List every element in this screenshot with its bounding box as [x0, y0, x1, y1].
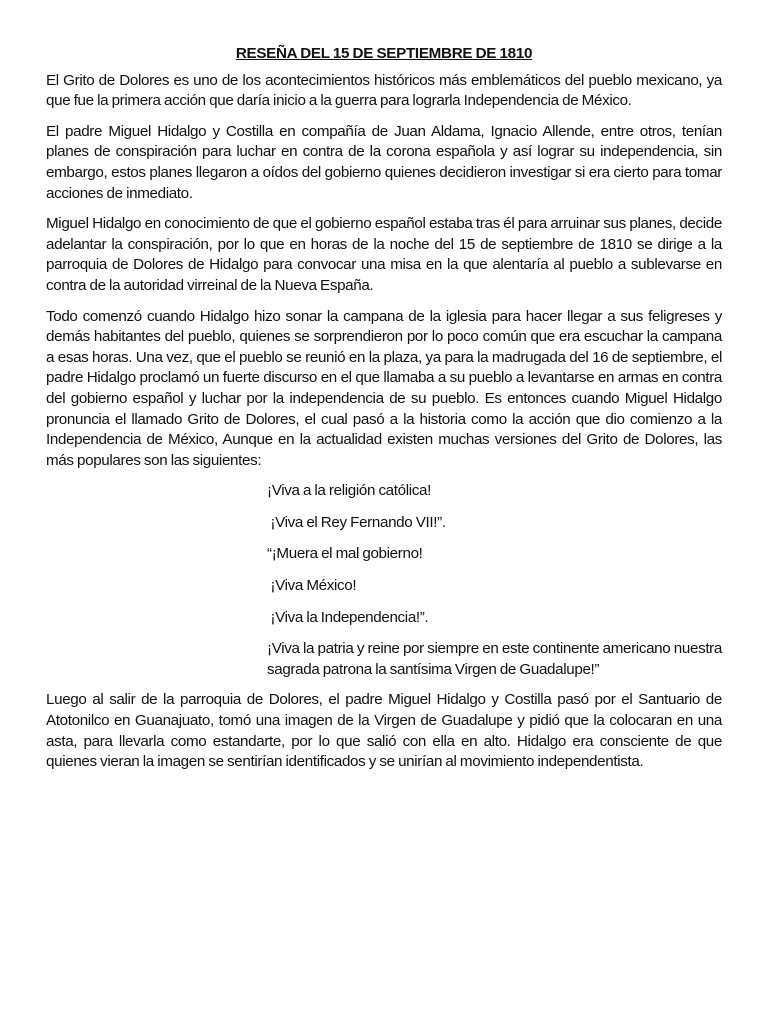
paragraph-intro: El Grito de Dolores es uno de los acontecimientos históricos más emblemáticos del pueblo mexicano, ya que fue la primera acción que daría inicio a la guerra para lograrla Independencia de México.	[46, 71, 722, 110]
cheer-item: ¡Viva el Rey Fernando VII!”.	[267, 513, 446, 531]
cheer-item: ¡Viva la patria y reine por siempre en este continente americano nuestra sagrada patrona la santísima Virgen de Guadalupe!”	[267, 640, 722, 678]
document-page	[46, 44, 722, 783]
cheer-item: “¡Muera el mal gobierno!	[267, 545, 423, 563]
cheers-list	[267, 481, 722, 680]
document-title: RESEÑA DEL 15 DE SEPTIEMBRE DE 1810	[235, 45, 533, 62]
paragraph-conspiracy: El padre Miguel Hidalgo y Costilla en compañía de Juan Aldama, Ignacio Allende, entre otros, tenían planes de conspiración para luchar en contra de la corona española y así lograr su independencia, sin embargo, estos planes llegaron a oídos del gobierno quienes decidieron investigar si era cierto para tomar acciones de inmediato.	[46, 122, 722, 202]
cheer-item: ¡Viva la Independencia!”.	[267, 608, 429, 626]
paragraph-hidalgo-decision: Miguel Hidalgo en conocimiento de que el gobierno español estaba tras él para arruinar sus planes, decide adelantar la conspiración, por lo que en horas de la noche del 15 de septiembre de 1810 se dirige a la parroquia de Dolores de Hidalgo para convocar una misa en la que alentaría al pueblo a sublevarse en contra de la autoridad virreinal de la Nueva España.	[46, 215, 722, 294]
cheer-item: ¡Viva a la religión católica!	[267, 482, 432, 500]
paragraph-closing: Luego al salir de la parroquia de Dolores, el padre Miguel Hidalgo y Costilla pasó por el Santuario de Atotonilco en Guanajuato, tomó una imagen de la Virgen de Guadalupe y pidió que la colocaran en una asta, para llevarla como estandarte, por lo que salió con ella en alto. Hidalgo era consciente de que quienes vieran la imagen se sentirían identificados y se unirían al movimiento independentista.	[46, 691, 722, 771]
paragraph-grito: Todo comenzó cuando Hidalgo hizo sonar la campana de la iglesia para hacer llegar a sus feligreses y demás habitantes del pueblo, quienes se sorprendieron por lo poco común que era escuchar la campana a esas horas. Una vez, que el pueblo se reunió en la plaza, ya para la madrugada del 16 de septiembre, el padre Hidalgo proclamó un fuerte discurso en el que llamaba a su pueblo a levantarse en armas en contra del gobierno español y luchar por la independencia de su pueblo. Es entonces cuando Miguel Hidalgo pronuncia el llamado Grito de Dolores, el cual pasó a la historia como la acción que dio comienzo a la Independencia de México, Aunque en la actualidad existen muchas versiones del Grito de Dolores, las más populares son las siguientes:	[46, 307, 722, 469]
cheer-item: ¡Viva México!	[267, 577, 357, 595]
